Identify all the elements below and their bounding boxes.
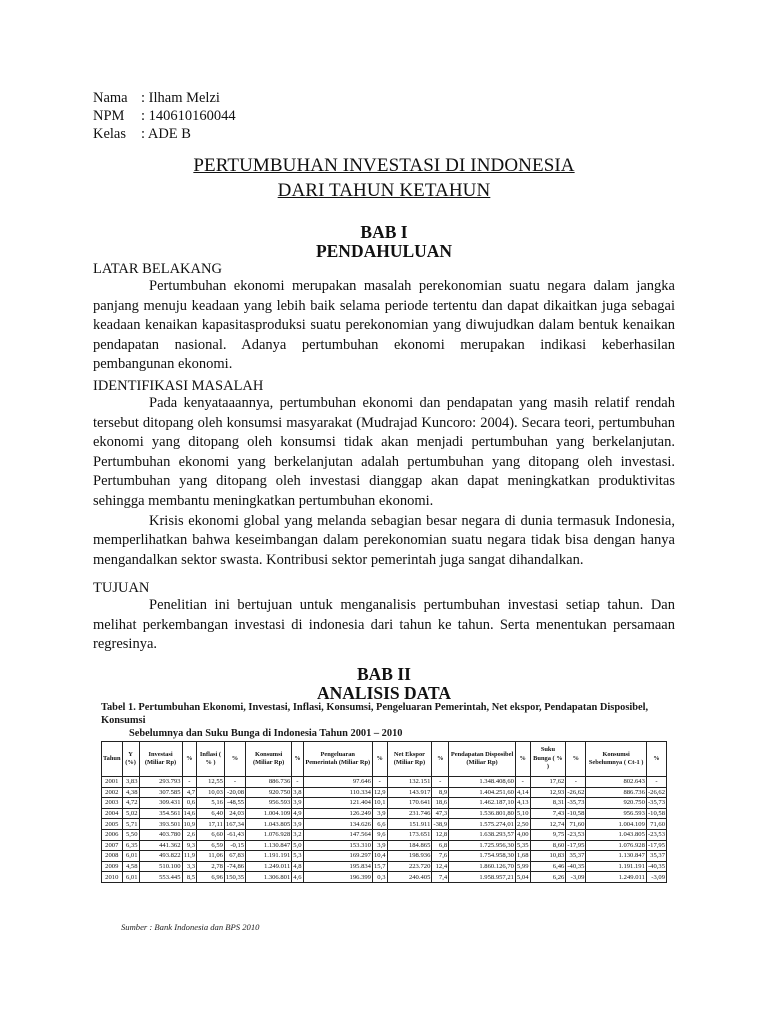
table-cell: 6,01 <box>122 851 139 862</box>
identity-label: NPM <box>93 108 125 124</box>
table-cell: -35,73 <box>567 799 585 807</box>
table-cell: 2001 <box>102 777 123 788</box>
table-cell: 4,58 <box>122 861 139 872</box>
table-cell: 10,1 <box>373 799 386 807</box>
table-cell: 167,34 <box>225 820 245 828</box>
identity-name-row <box>93 89 236 107</box>
table-header-cell: % <box>566 742 586 777</box>
table-cell: 5,71 <box>122 819 139 830</box>
table-cell: 1.130.847 <box>586 851 647 862</box>
table-cell: 6,6 <box>372 819 387 830</box>
section-body-identifikasi <box>93 394 675 570</box>
table-row <box>102 808 667 819</box>
table-cell: 121.404 <box>303 798 372 809</box>
table-cell: 4,6 <box>293 873 302 881</box>
table-cell: 151.911 <box>387 819 432 830</box>
section-heading-latar: LATAR BELAKANG <box>93 261 222 277</box>
table-cell: 2002 <box>102 787 123 798</box>
table-cell: 3,2 <box>293 831 302 839</box>
table-cell: 6,96 <box>197 872 225 883</box>
identity-class-row <box>93 125 236 143</box>
table-cell: 10,03 <box>197 787 225 798</box>
table-cell: -0,15 <box>224 840 245 851</box>
table-cell: 71,60 <box>566 819 586 830</box>
section-heading-identifikasi: IDENTIFIKASI MASALAH <box>93 378 264 394</box>
table-cell: 184.865 <box>387 840 432 851</box>
table-cell: -3,09 <box>646 872 666 883</box>
table-cell: 47,3 <box>432 808 449 819</box>
table-cell: 2,6 <box>182 829 197 840</box>
section-body-latar <box>93 277 675 375</box>
paragraph: Krisis ekonomi global yang melanda sebagian besar negara di dunia termasuk Indonesia, memperlihatkan bahwa keseimbangan dalam perekonomian suatu negara tidak bisa dengan hanya mengandalkan sektor swasta. Kontribusi sektor pemerintah juga sangat dihandalkan. <box>93 512 675 568</box>
table-cell: 5,0 <box>293 841 302 849</box>
table-cell: 4,38 <box>122 787 139 798</box>
table-cell: -26,62 <box>647 788 665 796</box>
table-cell: 15,7 <box>373 863 386 871</box>
table-cell: 1.004.109 <box>586 819 647 830</box>
table-cell: - <box>224 777 245 788</box>
table-cell: 10,9 <box>183 820 196 828</box>
table-cell: -61,43 <box>224 829 245 840</box>
table-cell: 35,37 <box>646 851 666 862</box>
table-cell: 132.151 <box>387 777 432 788</box>
table-cell: 6,26 <box>530 872 566 883</box>
table-cell: 7,4 <box>432 872 449 883</box>
table-header-cell: % <box>182 742 197 777</box>
table-cell: 956.593 <box>586 808 647 819</box>
table-cell: 1.076.928 <box>586 840 647 851</box>
table-cell: 195.834 <box>303 861 372 872</box>
table-cell: 11,06 <box>197 851 225 862</box>
section-body-tujuan <box>93 596 675 655</box>
table-cell: 12,93 <box>530 787 566 798</box>
table-cell: 5,99 <box>516 863 529 871</box>
table-header-cell: % <box>515 742 530 777</box>
table-cell: 14,6 <box>183 810 196 818</box>
table-body <box>102 777 667 883</box>
table-cell: 10,4 <box>373 852 386 860</box>
chapter-2-name: ANALISIS DATA <box>316 683 452 703</box>
table-cell: 802.643 <box>586 777 647 788</box>
table-source-note: Sumber : Bank Indonesia dan BPS 2010 <box>121 922 260 932</box>
table-cell: 4,72 <box>122 798 139 809</box>
table-cell: -20,08 <box>224 787 245 798</box>
table-cell: 0,3 <box>372 872 387 883</box>
section-heading-tujuan: TUJUAN <box>93 580 150 596</box>
table-cell: 2010 <box>102 872 123 883</box>
table-cell: 1.404.251,60 <box>449 787 516 798</box>
table-cell: 10,83 <box>530 851 566 862</box>
paragraph: Pertumbuhan ekonomi merupakan masalah perekonomian suatu negara dalam jangka panjang menuju keadaan yang lebih baik selama periode tertentu dan dapat dikaitkan juga sebagai keadaan kenaikan kapasitasproduksi suatu perekonomian yang diwujudkan dalam bentuk kenaikan pendapatan nasional. Adanya pertumbuhan ekonomi merupakan indikasi keberhasilan pembangunan ekonomi. <box>93 278 675 373</box>
table-header-cell: Inflasi ( % ) <box>197 742 225 777</box>
table-header-cell: Investasi (Miliar Rp) <box>139 742 182 777</box>
table-cell: 12,8 <box>432 829 449 840</box>
table-caption-line: Sebelumnya dan Suku Bunga di Indonesia Tahun 2001 – 2010 <box>129 728 403 739</box>
table-cell: 510.100 <box>139 861 182 872</box>
table-cell: 1.462.187,10 <box>449 798 516 809</box>
table-cell: 71,60 <box>646 819 666 830</box>
document-title-line-1: PERTUMBUHAN INVESTASI DI INDONESIA <box>193 155 575 176</box>
chapter-1-number: BAB I <box>360 222 408 242</box>
table-cell: 2006 <box>102 829 123 840</box>
table-cell: 920.750 <box>246 787 292 798</box>
table-cell: 293.793 <box>139 777 182 788</box>
table-cell: 1.306.801 <box>246 872 292 883</box>
table-cell: 6,59 <box>197 840 225 851</box>
table-cell: 6,60 <box>197 829 225 840</box>
table-cell: 886.736 <box>586 787 647 798</box>
table-cell: 0,6 <box>182 798 197 809</box>
table-cell: 403.780 <box>139 829 182 840</box>
table-header-cell: Konsumsi (Miliar Rp) <box>246 742 292 777</box>
table-cell: 886.736 <box>246 777 292 788</box>
table-cell: -17,95 <box>647 841 665 849</box>
table-cell: 4,00 <box>516 831 529 839</box>
table-header-cell: % <box>372 742 387 777</box>
table-cell: 1.249.011 <box>246 861 292 872</box>
table-header-row <box>102 742 667 777</box>
identity-label: Kelas <box>93 126 127 142</box>
table-cell: 8,5 <box>182 872 197 883</box>
table-cell: 5,10 <box>516 810 529 818</box>
table-row <box>102 787 667 798</box>
table-cell: 4,8 <box>293 863 302 871</box>
identity-value: : Ilham Melzi <box>141 90 220 106</box>
table-cell: 1.348.408,60 <box>449 777 516 788</box>
table-cell: 134.626 <box>303 819 372 830</box>
table-cell: 11,9 <box>183 852 196 860</box>
table-cell: - <box>292 777 303 788</box>
table-cell: 231.746 <box>387 808 432 819</box>
table-cell: 3,8 <box>293 788 302 796</box>
table-cell: -74,86 <box>224 861 245 872</box>
table-header-cell: Konsumsi Sebelumnya ( Ct-1 ) <box>586 742 647 777</box>
table-cell: -17,95 <box>567 841 585 849</box>
table-cell: 4,7 <box>182 787 197 798</box>
table-cell: 126.249 <box>303 808 372 819</box>
student-identity <box>93 89 236 143</box>
table-cell: - <box>372 777 387 788</box>
table-header-cell: Net Ekspor (Miliar Rp) <box>387 742 432 777</box>
identity-label: Nama <box>93 90 128 106</box>
table-cell: - <box>646 777 666 788</box>
table-cell: 1.249.011 <box>586 872 647 883</box>
identity-npm-row <box>93 107 236 125</box>
table-cell: 35,37 <box>566 851 586 862</box>
table-cell: 2003 <box>102 798 123 809</box>
table-cell: 12,9 <box>373 788 386 796</box>
table-header-cell: % <box>432 742 449 777</box>
economic-data-table <box>101 741 667 883</box>
table-cell: 12,55 <box>197 777 225 788</box>
table-cell: - <box>566 777 586 788</box>
table-cell: 2005 <box>102 819 123 830</box>
table-cell: 1.638.293,57 <box>449 829 516 840</box>
table-cell: 223.720 <box>387 861 432 872</box>
table-cell: -40,35 <box>647 863 665 871</box>
table-cell: 110.334 <box>303 787 372 798</box>
identity-value: : ADE B <box>141 126 191 142</box>
table-cell: 493.822 <box>139 851 182 862</box>
table-cell: 2,50 <box>516 820 529 828</box>
table-cell: 3,9 <box>293 799 302 807</box>
table-cell: 240.405 <box>387 872 432 883</box>
table-cell: 2008 <box>102 851 123 862</box>
table-cell: -40,35 <box>567 863 585 871</box>
table-header-cell: Pengeluaran Pemerintah (Miliar Rp) <box>303 742 372 777</box>
table-cell: 9,3 <box>182 840 197 851</box>
table-cell: 8,60 <box>530 840 566 851</box>
table-cell: 7,6 <box>432 851 449 862</box>
table-cell: 8,9 <box>432 787 449 798</box>
table-cell: -38,9 <box>433 820 448 828</box>
table-row <box>102 819 667 830</box>
table-cell: 920.750 <box>586 798 647 809</box>
paragraph: Penelitian ini bertujuan untuk menganalisis pertumbuhan investasi setiap tahun. Dan melihat perkembangan investasi di indonesia dari tahun ke tahun. Serta menentukan persamaan regresinya. <box>93 597 675 653</box>
table-cell: 5,04 <box>516 873 529 881</box>
table-row <box>102 872 667 883</box>
table-cell: 441.362 <box>139 840 182 851</box>
table-cell: 309.431 <box>139 798 182 809</box>
table-header-cell: % <box>646 742 666 777</box>
table-cell: 8,31 <box>530 798 566 809</box>
table-cell: 12,4 <box>432 861 449 872</box>
table-row <box>102 861 667 872</box>
table-cell: 6,01 <box>122 872 139 883</box>
table-cell: 6,8 <box>432 840 449 851</box>
table-cell: 12,74 <box>530 819 566 830</box>
table-cell: 1.130.847 <box>246 840 292 851</box>
table-cell: 3,83 <box>122 777 139 788</box>
table-cell: 307.585 <box>139 787 182 798</box>
table-cell: 3,9 <box>372 808 387 819</box>
table-cell: 5,3 <box>293 852 302 860</box>
table-cell: 2004 <box>102 808 123 819</box>
table-cell: 6,46 <box>530 861 566 872</box>
table-cell: -48,55 <box>224 798 245 809</box>
table-caption-line: Tabel 1. Pertumbuhan Ekonomi, Investasi, Inflasi, Konsumsi, Pengeluaran Pemerintah, Net ekspor, Pendapatan Disposibel, Konsumsi <box>101 702 649 726</box>
table-cell: 6,40 <box>197 808 225 819</box>
table-header-cell: Tahun <box>102 742 123 777</box>
chapter-2-number: BAB II <box>357 664 411 684</box>
table-cell: 198.936 <box>387 851 432 862</box>
identity-value: : 140610160044 <box>141 108 236 124</box>
table-row <box>102 798 667 809</box>
table-cell: 2007 <box>102 840 123 851</box>
table-cell: 1.191.191 <box>246 851 292 862</box>
table-cell: 17,11 <box>197 819 225 830</box>
table-row <box>102 840 667 851</box>
table-header-cell: % <box>292 742 303 777</box>
table-cell: 2,78 <box>197 861 225 872</box>
table-cell: 1.575.274,01 <box>449 819 516 830</box>
table-cell: 1.076.928 <box>246 829 292 840</box>
table-cell: 1.004.109 <box>246 808 292 819</box>
table-header-cell: Pendapatan Disposibel (Miliar Rp) <box>449 742 516 777</box>
table-cell: 5,02 <box>122 808 139 819</box>
table-cell: 4,13 <box>516 799 529 807</box>
table-cell: 4,9 <box>293 810 302 818</box>
table-cell: 1.725.956,30 <box>449 840 516 851</box>
table-header-cell: % <box>224 742 245 777</box>
table-cell: 153.310 <box>303 840 372 851</box>
table-cell: 7,43 <box>530 808 566 819</box>
table-cell: - <box>432 777 449 788</box>
table-cell: -10,58 <box>647 810 665 818</box>
table-cell: 2009 <box>102 861 123 872</box>
table-cell: 3,9 <box>372 840 387 851</box>
table-cell: -23,53 <box>647 831 665 839</box>
table-row <box>102 829 667 840</box>
table-cell: 24,03 <box>224 808 245 819</box>
table-cell: 9,6 <box>372 829 387 840</box>
table-cell: 4,14 <box>516 788 529 796</box>
table-cell: 143.917 <box>387 787 432 798</box>
table-cell: 147.564 <box>303 829 372 840</box>
table-cell: - <box>515 777 530 788</box>
table-cell: 150,35 <box>225 873 245 881</box>
table-cell: -3,09 <box>566 872 586 883</box>
table-cell: -26,62 <box>567 788 585 796</box>
table-header-cell: Y (%) <box>122 742 139 777</box>
table-cell: 393.501 <box>139 819 182 830</box>
table-cell: 3,9 <box>293 820 302 828</box>
table-header-cell: Suku Bunga ( % ) <box>530 742 566 777</box>
table-cell: 354.561 <box>139 808 182 819</box>
table-cell: 173.651 <box>387 829 432 840</box>
table-cell: 196.399 <box>303 872 372 883</box>
table-cell: 956.593 <box>246 798 292 809</box>
table-cell: 6,35 <box>122 840 139 851</box>
table-cell: - <box>182 777 197 788</box>
table-cell: 67,83 <box>224 851 245 862</box>
table-cell: 1.536.801,80 <box>449 808 516 819</box>
table-cell: -35,73 <box>647 799 665 807</box>
table-cell: 1,68 <box>516 852 529 860</box>
table-cell: 5,50 <box>122 829 139 840</box>
document-title-line-2: DARI TAHUN KETAHUN <box>277 180 491 201</box>
table-cell: -10,58 <box>567 810 585 818</box>
table-cell: 5,35 <box>516 841 529 849</box>
table-cell: 170.641 <box>387 798 432 809</box>
table-row <box>102 777 667 788</box>
table-cell: 1.754.958,30 <box>449 851 516 862</box>
table-cell: 3,3 <box>182 861 197 872</box>
table-cell: 5,16 <box>197 798 225 809</box>
chapter-1-name: PENDAHULUAN <box>315 241 453 261</box>
table-caption <box>101 701 676 740</box>
table-cell: -23,53 <box>567 831 585 839</box>
table-cell: 18,6 <box>432 798 449 809</box>
table-row <box>102 851 667 862</box>
table-cell: 1.860.126,70 <box>449 861 516 872</box>
table-cell: 553.445 <box>139 872 182 883</box>
table-cell: 9,75 <box>530 829 566 840</box>
table-cell: 97.646 <box>303 777 372 788</box>
table-cell: 17,62 <box>530 777 566 788</box>
table-cell: 1.191.191 <box>586 861 647 872</box>
paragraph: Pada kenyataaannya, pertumbuhan ekonomi dan pendapatan yang masih relatif rendah tersebut ditopang oleh konsumsi masyarakat (Mudrajad Kuncoro: 2004). Secara teori, pertumbuhan ekonomi yang ditopang oleh konsumsi tidak akan menjadi pertumbuhan yang berkelanjutan. Pertumbuhan ekonomi yang berkelanjutan adalah pertumbuhan yang ditopang oleh investasi. Pertumbuhan yang ditopang oleh investasi dianggap akan dapat meningkatkan produktivitas sehingga membantu meningkatkan pertumbuhan ekonomi. <box>93 395 675 509</box>
table-cell: 1.043.805 <box>246 819 292 830</box>
table-cell: 1.043.805 <box>586 829 647 840</box>
table-cell: 1.958.957,21 <box>449 872 516 883</box>
table-cell: 169.297 <box>303 851 372 862</box>
